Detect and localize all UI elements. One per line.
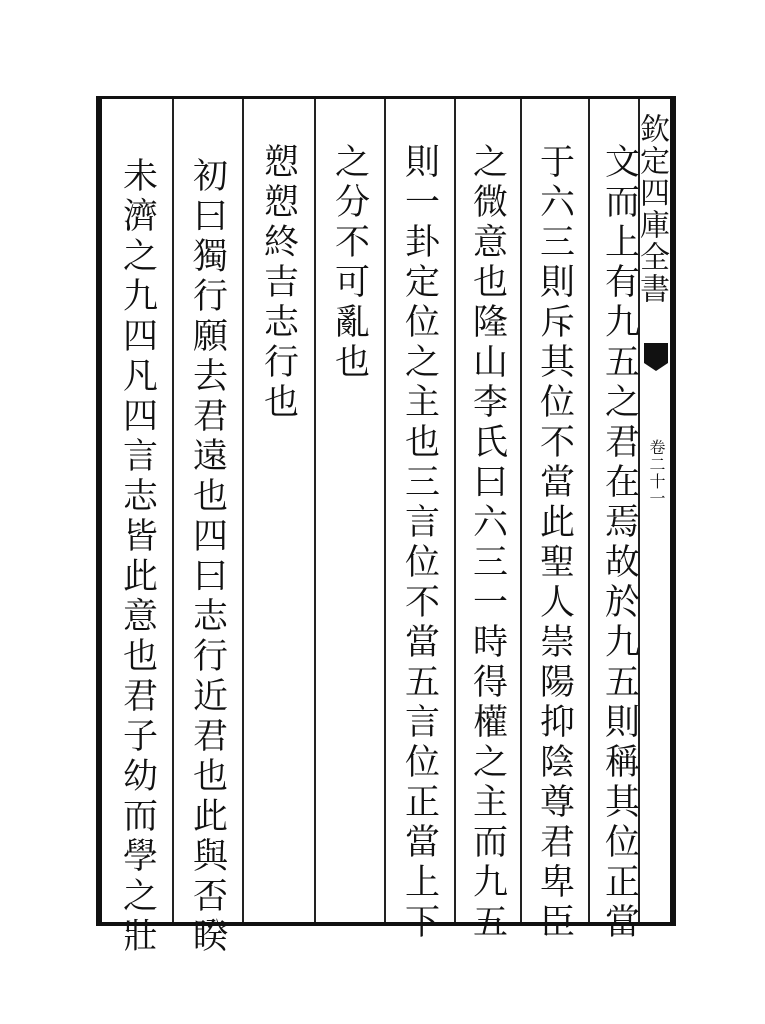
text-column-6 bbox=[242, 99, 314, 922]
column-text: 初曰獨行願去君遠也四曰志行近君也此與否睽 bbox=[187, 157, 228, 957]
text-column-2 bbox=[520, 99, 588, 943]
column-text: 之微意也隆山李氏曰六三一時得權之主而九五 bbox=[467, 143, 508, 943]
text-column-7 bbox=[172, 99, 242, 957]
text-column-4 bbox=[384, 99, 454, 943]
text-column-1 bbox=[588, 99, 650, 943]
column-text: 未濟之九四凡四言志皆此意也君子幼而學之壯 bbox=[117, 157, 158, 957]
column-text: 之分不可亂也 bbox=[329, 143, 370, 383]
column-text: 文而上有九五之君在焉故於九五則稱其位正當 bbox=[599, 143, 640, 943]
volume-label: 卷二十一 bbox=[647, 439, 666, 507]
text-column-3 bbox=[454, 99, 520, 943]
book-title: 欽定四庫全書 bbox=[634, 113, 669, 305]
text-column-8 bbox=[102, 99, 172, 957]
column-text: 則一卦定位之主也三言位不當五言位正當上下 bbox=[399, 143, 440, 943]
column-text: 愬愬終吉志行也 bbox=[258, 143, 299, 423]
text-column-5 bbox=[314, 99, 384, 922]
column-text: 于六三則斥其位不當此聖人崇陽抑陰尊君卑臣 bbox=[534, 143, 575, 943]
page-frame bbox=[96, 96, 676, 957]
